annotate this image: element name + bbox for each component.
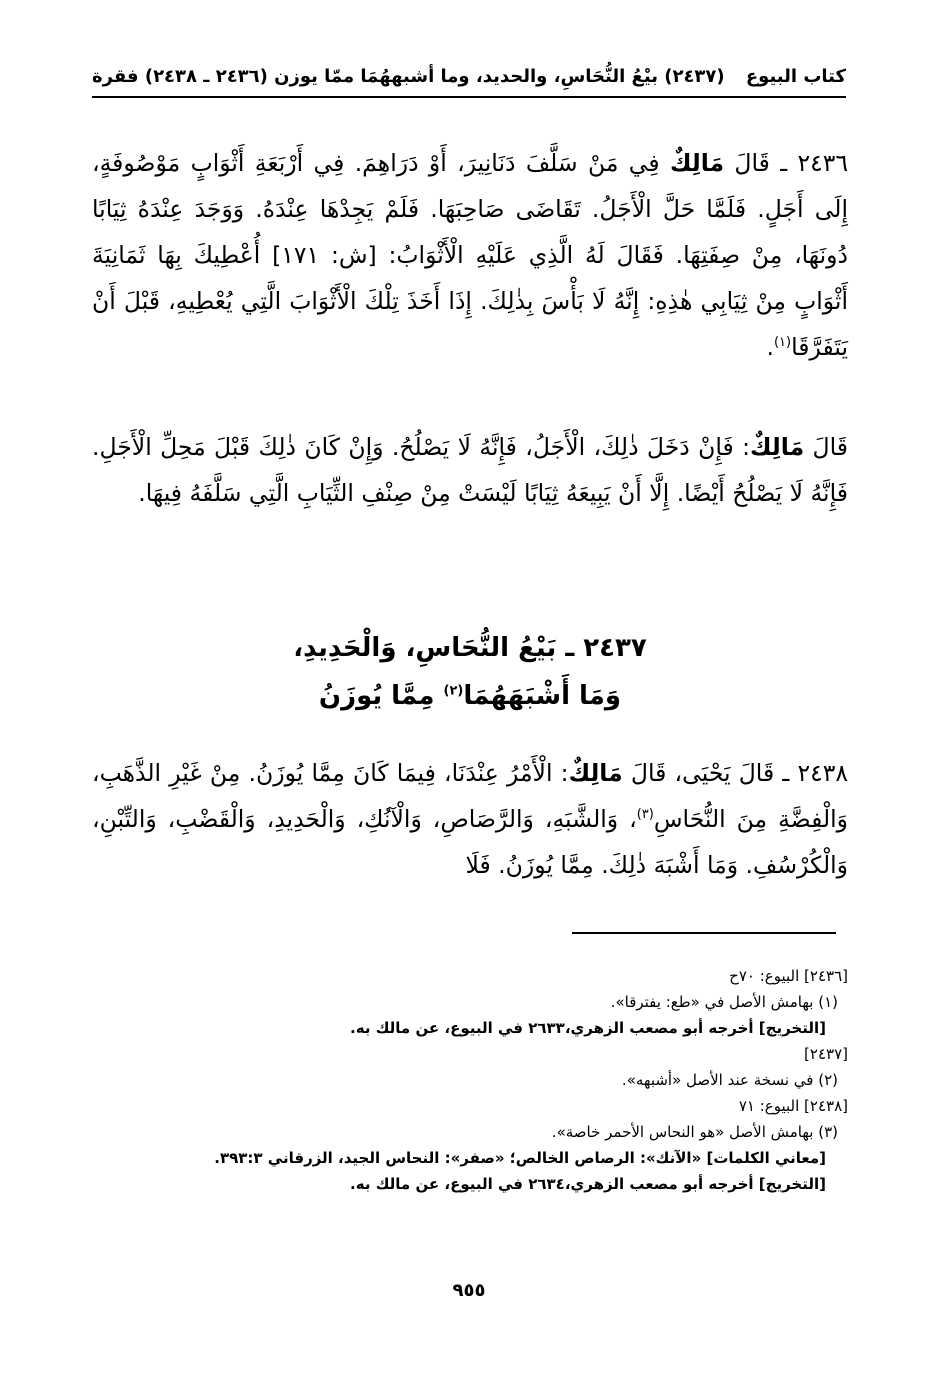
note-ref-2438: [92, 1093, 848, 1119]
footnote-3: [92, 1119, 848, 1145]
text-segment: .: [766, 333, 774, 361]
page-reference: [ش: ١٧١]: [272, 241, 377, 269]
note-keyword: [التخريج]: [758, 1019, 826, 1037]
footnote-1: [92, 989, 848, 1015]
heading-segment: وَمَا أَشْبَهَهُمَا: [463, 681, 622, 711]
book-title: كتاب البيوع: [745, 65, 846, 87]
footnotes: [92, 963, 848, 1197]
note-text: أخرجه أبو مصعب الزهري،٢٦٣٤ في البيوع، عن مالك به.: [350, 1175, 759, 1193]
footnote-marker: (٣): [636, 807, 654, 823]
takhrij-2436: [92, 1015, 848, 1041]
takhrij-2438: [92, 1171, 848, 1197]
note-text: [٢٤٣٧]: [804, 1045, 848, 1063]
note-text: (١) بهامش الأصل في «طع: يفترقا».: [610, 993, 838, 1011]
paragraph-number: ٢٤٣٨ ـ: [782, 759, 848, 787]
footnote-marker: (١): [773, 335, 792, 351]
note-ref-2436: [92, 963, 848, 989]
text-segment: فِي مَنْ سَلَّفَ دَنَانِيرَ، أَوْ دَرَاهِمَ. فِي أَرْبَعَةِ أَثْوَابٍ مَوْصُوفَةٍ، إِلَى أَجَلٍ. فَلَمَّا حَلَّ الْأَجَلُ. تَقَاضَى صَاحِبَهَا. فَلَمْ يَجِدْهَا عِنْدَهُ. وَوَجَدَ عِنْدَهُ ثِيَابًا دُونَهَا، مِنْ صِفَتِهَا. فَقَالَ لَهُ الَّذِي عَلَيْهِ الْأَثْوَابُ:: [92, 149, 848, 269]
text-segment: أُعْطِيكَ بِهَا ثَمَانِيَةَ أَثْوَابٍ مِنْ ثِيَابِي هٰذِهِ: إِنَّهُ لَا بَأْسَ بِذٰلِكَ. إِذَا أَخَذَ تِلْكَ الْأَثْوَابَ الَّتِي يُعْطِيهِ، قَبْلَ أَنْ يَتَفَرَّقَا: [92, 241, 848, 361]
chapter-title: (٢٤٣٧) بيْعُ النُّحَاسِ، والحديد، وما أشبههُمَا ممّا يوزن (٢٤٣٦ ـ ٢٤٣٨) فقرة: [92, 65, 725, 87]
malik-name: مَالِكٌ: [568, 759, 623, 787]
section-heading-line-1: ٢٤٣٧ ـ بَيْعُ النُّحَاسِ، وَالْحَدِيدِ،: [293, 633, 647, 663]
note-keyword: [معاني الكلمات]: [706, 1149, 826, 1167]
text-segment: : فَإِنْ دَخَلَ ذٰلِكَ، الْأَجَلُ، فَإِنَّهُ لَا يَصْلُحُ. وَإِنْ كَانَ ذٰلِكَ قَبْلَ مَحِلِّ الْأَجَلِ. فَإِنَّهُ لَا يَصْلُحُ أَيْضًا. إِلَّا أَنْ يَبِيعَهُ ثِيَابًا لَيْسَتْ مِنْ صِنْفِ الثِّيَابِ الَّتِي سَلَّفَهُ فِيهَا.: [92, 433, 848, 507]
malik-name: مَالِكٌ: [669, 149, 725, 177]
paragraph-2438: [92, 750, 848, 915]
note-keyword: [التخريج]: [758, 1175, 826, 1193]
footnote-marker: (٢): [443, 683, 464, 699]
note-text: [٢٤٣٦] البيوع: ٧٠ح: [729, 967, 848, 985]
text-segment: : الْأَمْرُ عِنْدَنَا، فِيمَا كَانَ مِمَّا يُوزَنُ. مِنْ غَيْرِ الذَّهَبِ، وَالْفِضَّةِ مِنَ النُّحَاسِ: [92, 759, 848, 833]
paragraph-2436: [92, 140, 848, 400]
text-segment: قَالَ يَحْيَى، قَالَ: [622, 759, 783, 787]
note-text: (٢) في نسخة عند الأصل «أشبهه».: [621, 1071, 838, 1089]
note-text: (٣) بهامش الأصل «هو النحاس الأحمر خاصة».: [551, 1123, 838, 1141]
running-header: [92, 56, 846, 98]
note-ref-2437: [92, 1041, 848, 1067]
note-text: [٢٤٣٨] البيوع: ٧١: [738, 1097, 848, 1115]
note-text: أخرجه أبو مصعب الزهري،٢٦٣٣ في البيوع، عن مالك به.: [350, 1019, 759, 1037]
footnote-divider: [572, 932, 836, 934]
footnote-2: [92, 1067, 848, 1093]
text-segment: قَالَ: [804, 433, 848, 461]
malik-name: مَالِكٌ: [750, 433, 805, 461]
word-meanings: [92, 1145, 848, 1171]
paragraph-malik-comment: [92, 424, 848, 584]
note-text: «الآنك»: الرصاص الخالص؛ «صفر»: النحاس الجيد، الزرقاني ٣٩٣:٣.: [214, 1149, 707, 1167]
heading-segment: مِمَّا يُوزَنُ: [318, 681, 444, 711]
text-segment: قَالَ: [724, 149, 781, 177]
section-heading-line-2: [92, 672, 848, 720]
paragraph-number: ٢٤٣٦ ـ: [780, 149, 849, 177]
page-number: ٩٥٥: [452, 1280, 486, 1301]
text-segment: ، وَالشَّبَهِ، وَالرَّصَاصِ، وَالْآنُكِ، وَالْحَدِيدِ، وَالْقَضْبِ، وَالتِّبْنِ، وَالْكُرْسُفِ. وَمَا أَشْبَهَ ذٰلِكَ. مِمَّا يُوزَنُ. فَلَا: [92, 805, 848, 879]
